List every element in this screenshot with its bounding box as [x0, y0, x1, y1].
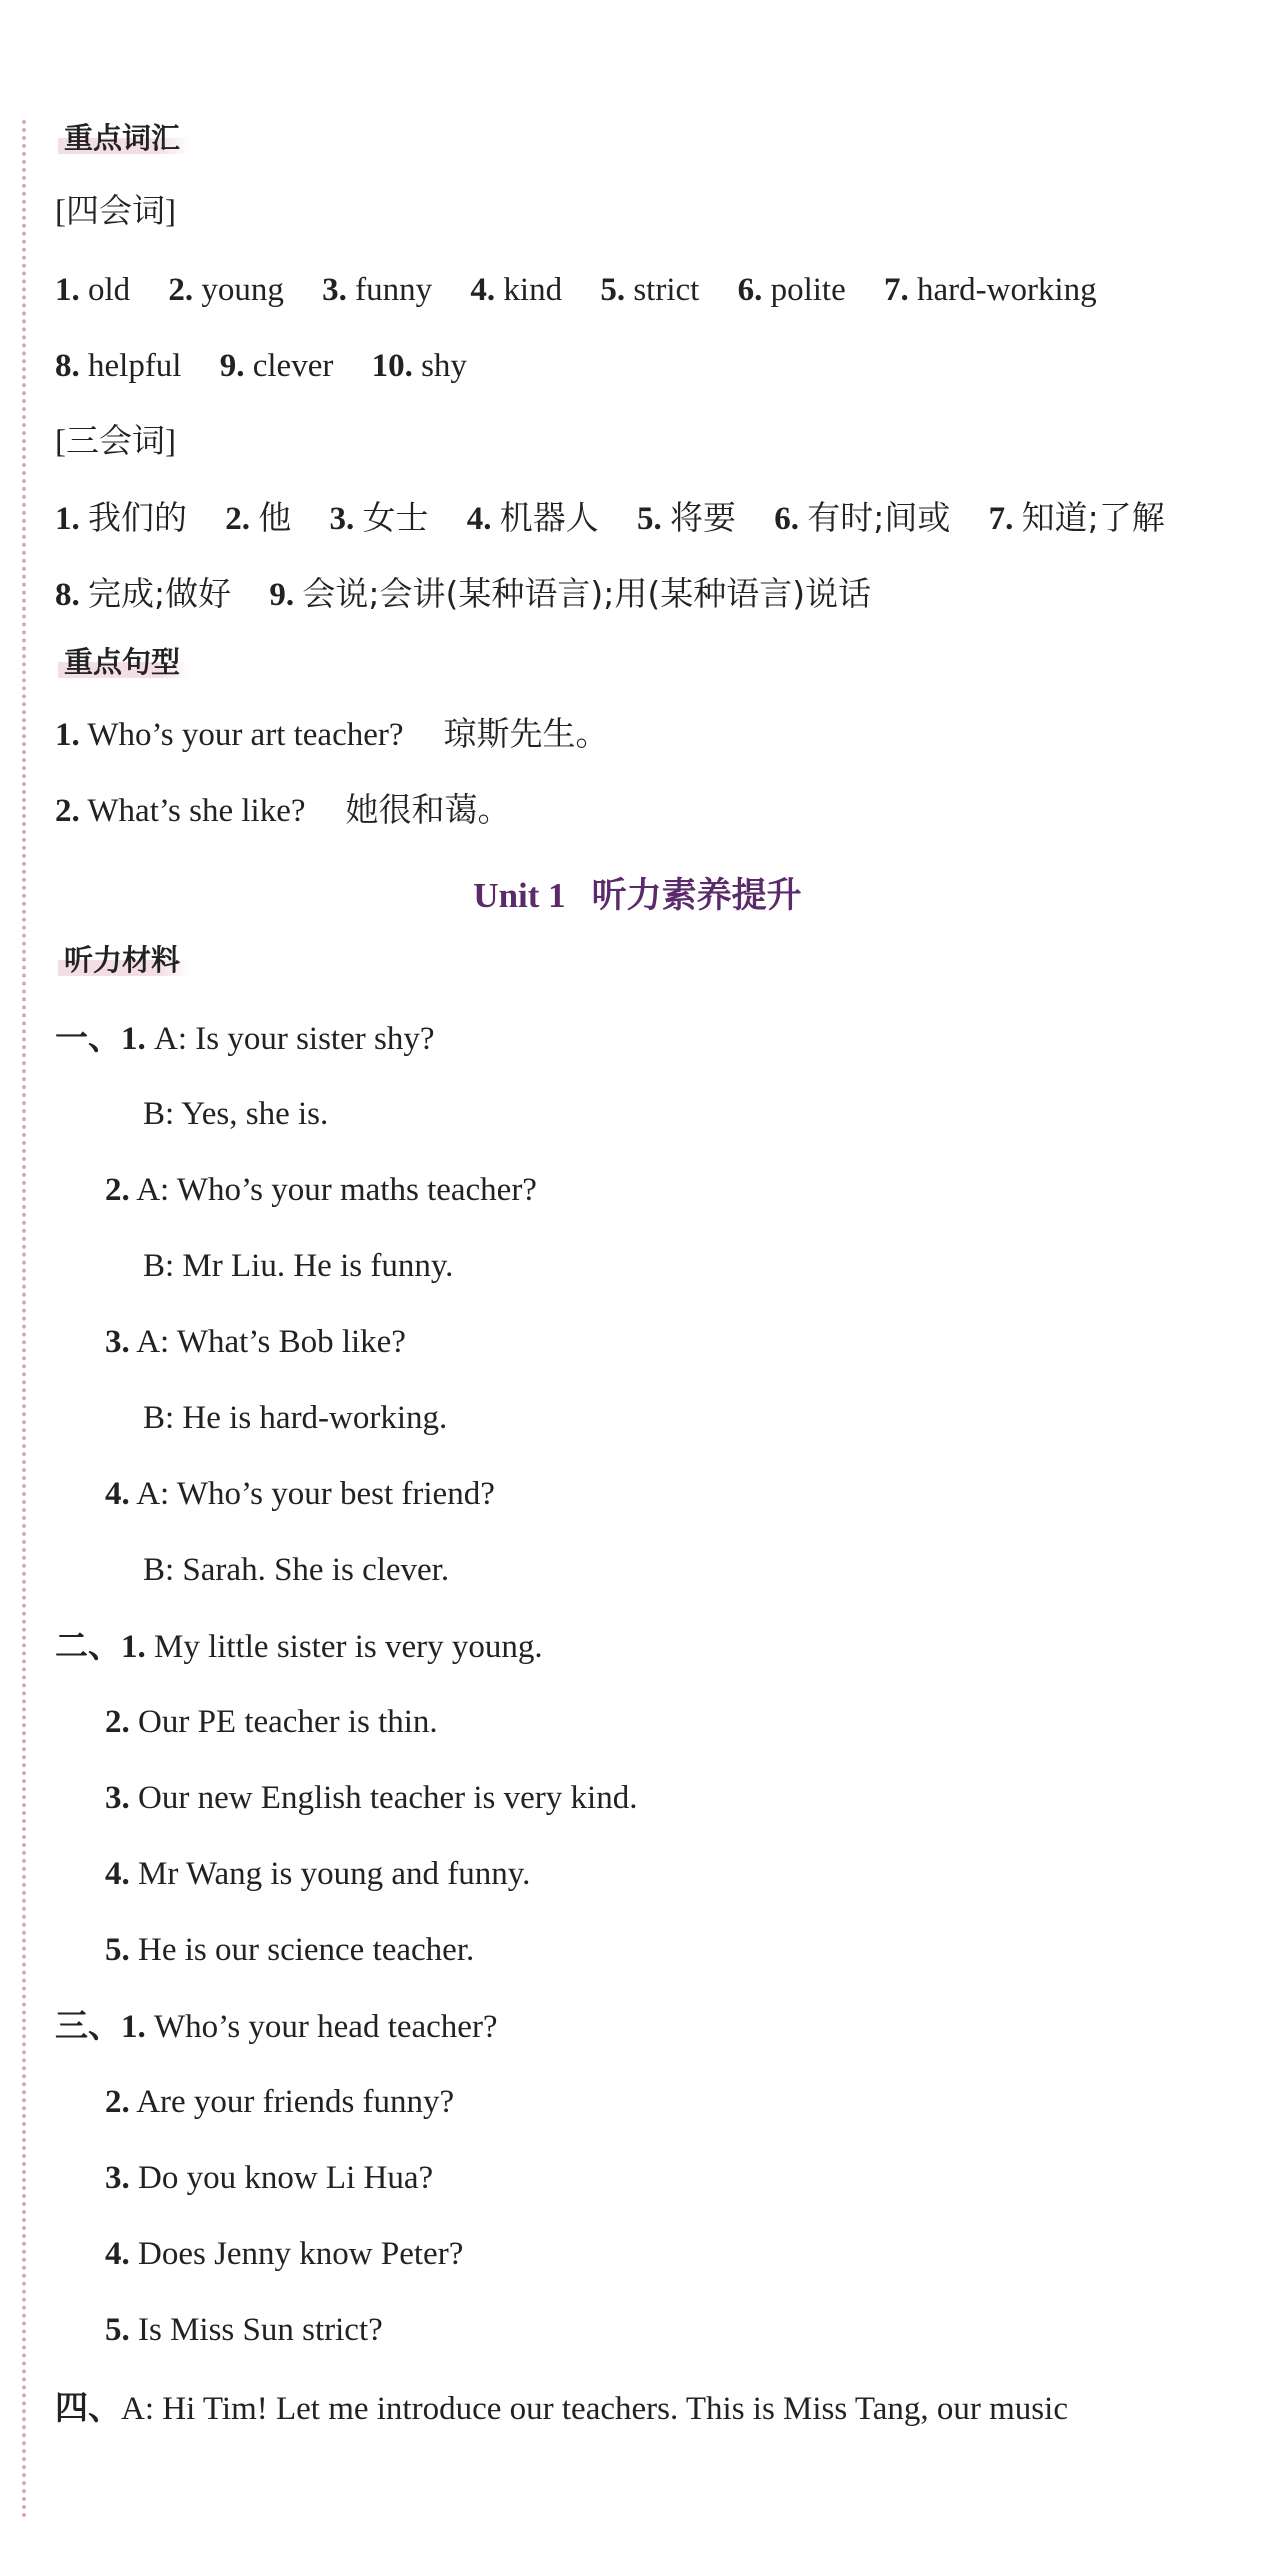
three-words-label: [三会词] — [55, 424, 176, 460]
word: hard-working — [916, 272, 1097, 308]
part1-q2-a — [105, 1168, 537, 1212]
word: 我们的 — [88, 498, 187, 537]
dialogue-line: A: Who’s your maths teacher? — [136, 1172, 537, 1208]
word: 他 — [258, 498, 292, 537]
four-words-row-1: 1. old 2. young 3. funny 4. kind 5. strict 6. polite 7. hard-working — [55, 272, 1097, 308]
part-label: 二、 — [55, 1626, 121, 1665]
sentence-cn: 她很和蔼。 — [345, 790, 511, 829]
listening-heading: 听力材料 — [58, 940, 190, 980]
word: funny — [355, 272, 433, 308]
three-words-row-2: 8. 完成;做好 9. 会说;会讲(某种语言);用(某种语言)说话 — [55, 574, 872, 613]
item-number: 3. — [105, 2160, 130, 2196]
item-number: 2. — [105, 1704, 130, 1740]
dialogue-line: A: Is your sister shy? — [154, 1021, 435, 1057]
item-number: 4. — [105, 2236, 130, 2272]
word: 有时;间或 — [807, 498, 951, 537]
word: 会说;会讲(某种语言);用(某种语言)说话 — [302, 574, 872, 613]
part2-q3 — [105, 1776, 637, 1820]
dialogue-line: A: Hi Tim! Let me introduce our teachers. This is Miss Tang, our music — [121, 2391, 1068, 2427]
part1-q4-a — [105, 1472, 495, 1516]
sentence: Our PE teacher is thin. — [138, 1704, 438, 1740]
sentence-cn: 琼斯先生。 — [443, 714, 609, 753]
sentence: Is Miss Sun strict? — [138, 2312, 383, 2348]
part1-q3-a — [105, 1320, 406, 1364]
item-number: 1. — [121, 1021, 146, 1057]
word: 知道;了解 — [1021, 498, 1165, 537]
word: kind — [503, 272, 563, 308]
item-number: 5. — [105, 1932, 130, 1968]
sentence: Are your friends funny? — [136, 2084, 455, 2120]
item-number: 3. — [105, 1324, 130, 1360]
sentences-heading: 重点句型 — [58, 642, 190, 682]
unit-title — [0, 868, 1275, 918]
part3-q4 — [105, 2232, 463, 2276]
word: shy — [421, 348, 467, 384]
word: polite — [770, 272, 846, 308]
part-label: 四、 — [55, 2388, 121, 2427]
part4-line — [55, 2386, 1068, 2431]
sentence: Our new English teacher is very kind. — [138, 1780, 638, 1816]
dialogue-line: A: Who’s your best friend? — [136, 1476, 495, 1512]
part2-q5 — [105, 1928, 474, 1972]
part1-q4-b: B: Sarah. She is clever. — [143, 1552, 450, 1588]
sentence-2: 2. What’s she like? 她很和蔼。 — [55, 790, 511, 829]
sentence: My little sister is very young. — [154, 1629, 543, 1665]
item-number: 2. — [105, 2084, 130, 2120]
part1-q3-b: B: He is hard-working. — [143, 1400, 448, 1436]
word: clever — [252, 348, 334, 384]
part1-q2-b: B: Mr Liu. He is funny. — [143, 1248, 454, 1284]
word: 女士 — [362, 498, 429, 537]
item-number: 4. — [105, 1476, 130, 1512]
three-words-row-1: 1. 我们的 2. 他 3. 女士 4. 机器人 5. 将要 6. 有时;间或 7. 知道;了解 — [55, 498, 1165, 537]
word: 完成;做好 — [88, 574, 232, 613]
part3-q2 — [105, 2080, 454, 2124]
sentence: Mr Wang is young and funny. — [138, 1856, 531, 1892]
item-number: 1. — [121, 1629, 146, 1665]
item-number: 2. — [105, 1172, 130, 1208]
part1-q1-b: B: Yes, she is. — [143, 1096, 329, 1132]
four-words-row-2: 8. helpful 9. clever 10. shy — [55, 348, 467, 384]
word: young — [201, 272, 284, 308]
part3-q5 — [105, 2308, 383, 2352]
word: old — [88, 272, 131, 308]
sentence-1: 1. Who’s your art teacher? 琼斯先生。 — [55, 714, 609, 753]
dialogue-line: A: What’s Bob like? — [136, 1324, 406, 1360]
item-number: 1. — [121, 2009, 146, 2045]
unit-label: Unit 1 — [473, 876, 566, 915]
sentence: Does Jenny know Peter? — [138, 2236, 464, 2272]
part3-q3 — [105, 2156, 433, 2200]
sentence-en: Who’s your art teacher? — [87, 717, 404, 753]
item-number: 5. — [105, 2312, 130, 2348]
sentence-en: What’s she like? — [87, 793, 306, 829]
part1-q1-a — [55, 1016, 434, 1061]
item-number: 4. — [105, 1856, 130, 1892]
word: 机器人 — [499, 498, 599, 537]
unit-name: 听力素养提升 — [591, 876, 802, 916]
part2-q1 — [55, 1624, 543, 1669]
four-words-label: [四会词] — [55, 194, 176, 230]
part3-q1 — [55, 2004, 498, 2049]
part2-q2 — [105, 1700, 438, 1744]
word: helpful — [88, 348, 182, 384]
sentence: Who’s your head teacher? — [154, 2009, 498, 2045]
vocab-heading: 重点词汇 — [58, 118, 190, 158]
part-label: 一、 — [55, 1018, 121, 1057]
part-label: 三、 — [55, 2006, 121, 2045]
part2-q4 — [105, 1852, 530, 1896]
sentence: He is our science teacher. — [138, 1932, 475, 1968]
item-number: 3. — [105, 1780, 130, 1816]
word: 将要 — [670, 498, 736, 537]
sentence: Do you know Li Hua? — [138, 2160, 434, 2196]
word: strict — [633, 272, 700, 308]
